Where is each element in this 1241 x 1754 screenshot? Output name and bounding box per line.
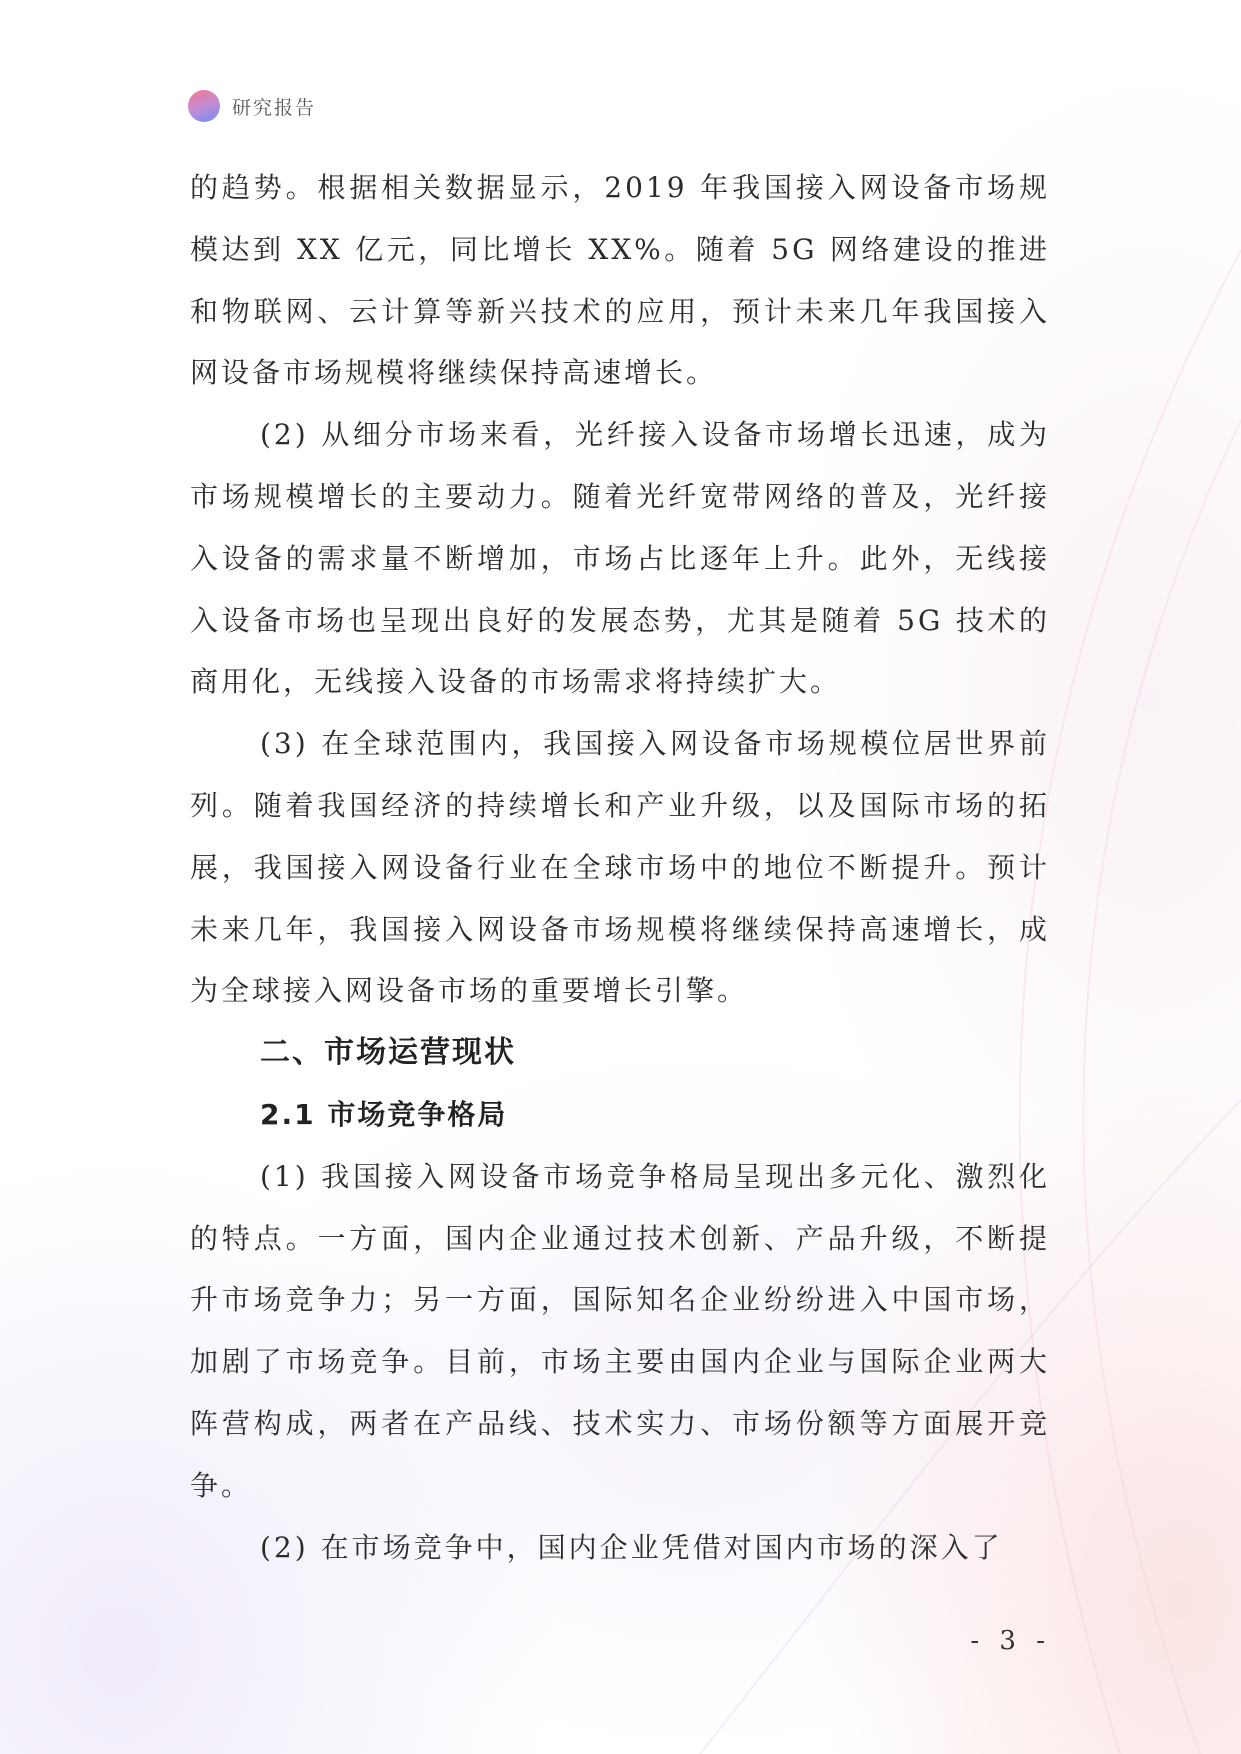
paragraph-continued: 的趋势。根据相关数据显示，2019 年我国接入网设备市场规模达到 XX 亿元，同比增长 XX%。随着 5G 网络建设的推进和物联网、云计算等新兴技术的应用，预计未来几年我国接入网设备市场规模将继续保持高速增长。 [190, 171, 1050, 390]
page-number: - 3 - [970, 1626, 1051, 1656]
document-body [190, 157, 1050, 1578]
header-title: 研究报告 [232, 96, 317, 119]
logo-circle-icon [188, 90, 220, 122]
section-heading: 二、市场运营现状 [260, 1035, 516, 1071]
paragraph-5: (2) 在市场竞争中，国内企业凭借对国内市场的深入了 [260, 1530, 1003, 1564]
subsection-heading: 2.1 市场竞争格局 [260, 1097, 508, 1131]
paragraph-4: (1) 我国接入网设备市场竞争格局呈现出多元化、激烈化的特点。一方面，国内企业通过技术创新、产品升级，不断提升市场竞争力；另一方面，国际知名企业纷纷进入中国市场，加剧了市场竞争。目前，市场主要由国内企业与国际企业两大阵营构成，两者在产品线、技术实力、市场份额等方面展开竞争。 [190, 1159, 1050, 1502]
report-header [188, 89, 316, 123]
paragraph-3: (3) 在全球范围内，我国接入网设备市场规模位居世界前列。随着我国经济的持续增长和产业升级，以及国际市场的拓展，我国接入网设备行业在全球市场中的地位不断提升。预计未来几年，我国接入网设备市场规模将继续保持高速增长，成为全球接入网设备市场的重要增长引擎。 [190, 727, 1050, 1008]
paragraph-2: (2) 从细分市场来看，光纤接入设备市场增长迅速，成为市场规模增长的主要动力。随着光纤宽带网络的普及，光纤接入设备的需求量不断增加，市场占比逐年上升。此外，无线接入设备市场也呈现出良好的发展态势，尤其是随着 5G 技术的商用化，无线接入设备的市场需求将持续扩大。 [190, 418, 1050, 699]
